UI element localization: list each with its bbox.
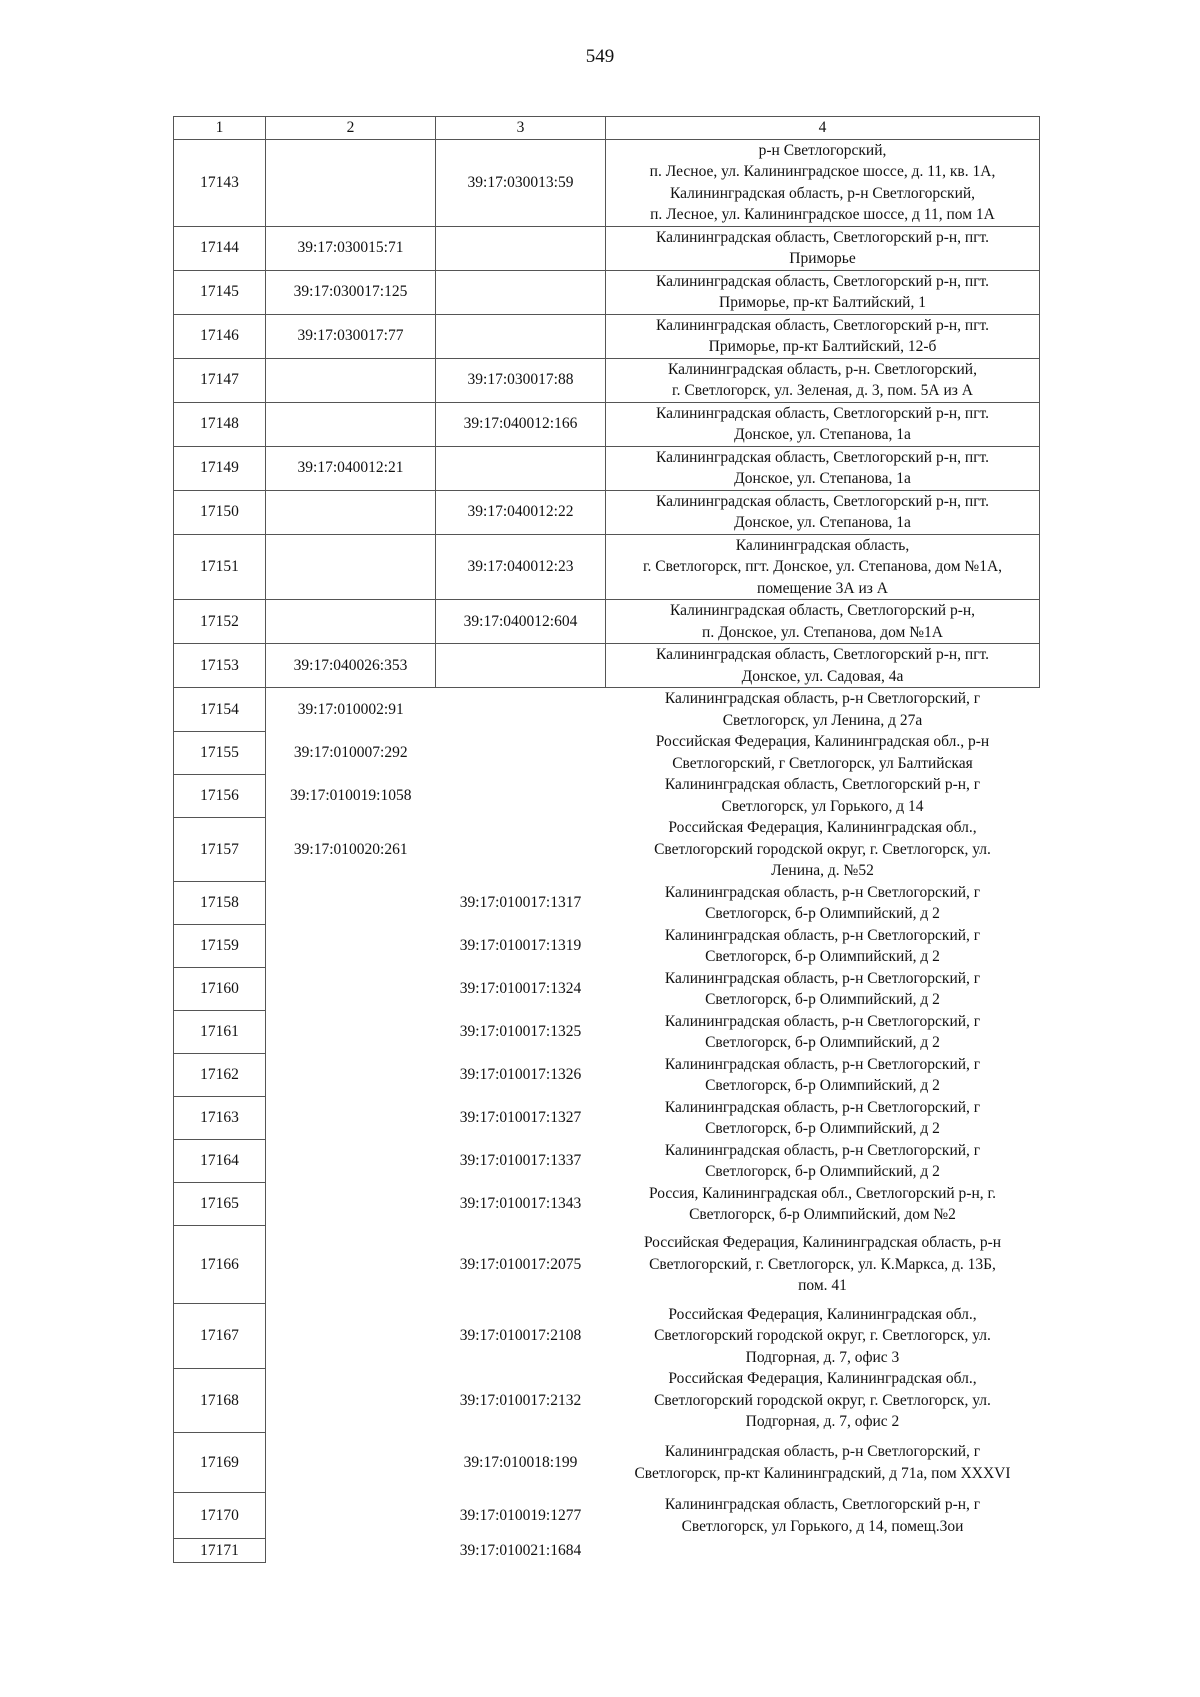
cadastral-number-cell bbox=[266, 1539, 436, 1563]
table-row bbox=[174, 490, 1040, 534]
row-number-cell: 17153 bbox=[174, 644, 266, 688]
row-number-cell: 17158 bbox=[174, 882, 266, 925]
address-line: Калининградская область, р-н Светлогорский, г bbox=[664, 926, 981, 944]
table-row bbox=[174, 1140, 1040, 1183]
cadastral-number-cell: 39:17:010020:261 bbox=[293, 840, 408, 858]
row-number-cell: 17162 bbox=[174, 1054, 266, 1097]
address-cell bbox=[606, 644, 1040, 688]
row-number-cell: 17171 bbox=[174, 1539, 266, 1563]
address-line: Калининградская область, Светлогорский р-н, пгт. bbox=[655, 316, 990, 334]
cadastral-number-cell: 39:17:030015:71 bbox=[266, 226, 436, 270]
cadastral-number-cell bbox=[266, 1368, 436, 1433]
address-line: п. Донское, ул. Степанова, дом №1А bbox=[702, 623, 943, 641]
address-cell bbox=[606, 314, 1040, 358]
row-number-cell: 17146 bbox=[174, 314, 266, 358]
table-row bbox=[174, 139, 1040, 226]
row-number-cell: 17165 bbox=[174, 1183, 266, 1226]
address-line: Подгорная, д. 7, офис 3 bbox=[745, 1348, 900, 1366]
table-row bbox=[174, 817, 1040, 882]
address-cell bbox=[606, 490, 1040, 534]
cadastral-number-alt-cell: 39:17:010017:2075 bbox=[459, 1255, 582, 1273]
address-line: Светлогорск, б-р Олимпийский, д 2 bbox=[705, 1163, 940, 1180]
address-line: Ленина, д. №52 bbox=[771, 862, 874, 879]
cadastral-number-cell bbox=[266, 1304, 436, 1369]
address-line: Калининградская область, р-н Светлогорский, bbox=[669, 184, 976, 202]
address-cell bbox=[606, 882, 1040, 925]
table-row bbox=[174, 1011, 1040, 1054]
cadastral-number-cell bbox=[266, 1493, 436, 1539]
address-line: Российская Федерация, Калининградская обл., р-н bbox=[655, 733, 990, 750]
address-line: Калининградская область, р-н Светлогорский, г bbox=[664, 883, 981, 901]
row-number-cell: 17160 bbox=[174, 968, 266, 1011]
row-number-cell: 17170 bbox=[174, 1493, 266, 1539]
address-line: Калининградская область, Светлогорский р-н, пгт. bbox=[655, 404, 990, 422]
address-cell bbox=[606, 1368, 1040, 1433]
cadastral-number-alt-cell bbox=[436, 817, 606, 882]
table-body bbox=[174, 117, 1040, 1563]
table-row bbox=[174, 688, 1040, 732]
address-line: Донское, ул. Степанова, 1а bbox=[734, 426, 911, 443]
address-line: Калининградская область, р-н Светлогорский, г bbox=[664, 1141, 981, 1159]
cadastral-number-alt-cell: 39:17:040012:604 bbox=[436, 600, 606, 644]
address-cell bbox=[606, 968, 1040, 1011]
cadastral-number-alt-cell bbox=[436, 774, 606, 817]
row-number-cell: 17156 bbox=[174, 774, 266, 817]
row-number-cell: 17148 bbox=[174, 402, 266, 446]
row-number-cell: 17166 bbox=[174, 1226, 266, 1304]
cadastral-number-alt-cell: 39:17:040012:22 bbox=[436, 490, 606, 534]
address-line: Россия, Калининградская обл., Светлогорский р-н, г. bbox=[648, 1184, 997, 1202]
table-row bbox=[174, 600, 1040, 644]
address-cell bbox=[606, 139, 1040, 226]
address-line: пом. 41 bbox=[798, 1277, 847, 1295]
address-cell bbox=[606, 1011, 1040, 1054]
row-number-cell: 17154 bbox=[174, 688, 266, 732]
table-row bbox=[174, 226, 1040, 270]
row-number-cell: 17161 bbox=[174, 1011, 266, 1054]
table-row bbox=[174, 882, 1040, 925]
header-cell-3: 3 bbox=[436, 117, 606, 140]
address-line: Приморье bbox=[789, 250, 856, 267]
row-number-cell: 17151 bbox=[174, 534, 266, 600]
address-line: Светлогорск, б-р Олимпийский, д 2 bbox=[705, 991, 940, 1008]
address-line: Приморье, пр-кт Балтийский, 12-б bbox=[708, 338, 937, 355]
cadastral-number-alt-cell: 39:17:010017:2132 bbox=[459, 1391, 582, 1409]
row-number-cell: 17157 bbox=[174, 817, 266, 882]
cadastral-number-cell: 39:17:010007:292 bbox=[293, 743, 408, 761]
address-line: Приморье, пр-кт Балтийский, 1 bbox=[719, 294, 926, 311]
cadastral-number-alt-cell bbox=[436, 644, 606, 688]
header-cell-2: 2 bbox=[266, 117, 436, 140]
cadastral-number-cell bbox=[266, 402, 436, 446]
address-cell bbox=[606, 1054, 1040, 1097]
table-row bbox=[174, 314, 1040, 358]
cadastral-number-cell bbox=[266, 1054, 436, 1097]
cadastral-number-cell bbox=[266, 1011, 436, 1054]
cadastral-number-alt-cell: 39:17:010018:199 bbox=[463, 1453, 578, 1471]
cadastral-number-alt-cell: 39:17:010017:2108 bbox=[459, 1327, 582, 1344]
table-row bbox=[174, 1304, 1040, 1369]
address-cell bbox=[606, 358, 1040, 402]
cadastral-number-cell bbox=[266, 1183, 436, 1226]
table-row bbox=[174, 731, 1040, 774]
cadastral-number-alt-cell bbox=[436, 314, 606, 358]
address-cell bbox=[606, 1226, 1040, 1304]
address-cell bbox=[606, 1183, 1040, 1226]
row-number-cell: 17164 bbox=[174, 1140, 266, 1183]
table-row bbox=[174, 1493, 1040, 1539]
address-cell bbox=[606, 534, 1040, 600]
table-row bbox=[174, 1097, 1040, 1140]
table-row bbox=[174, 402, 1040, 446]
row-number-cell: 17147 bbox=[174, 358, 266, 402]
row-number-cell: 17159 bbox=[174, 925, 266, 968]
row-number-cell: 17143 bbox=[174, 139, 266, 226]
address-line: Донское, ул. Садовая, 4а bbox=[741, 667, 904, 685]
address-line: помещение 3А из А bbox=[757, 579, 888, 597]
address-line: Калининградская область, Светлогорский р-н, пгт. bbox=[655, 492, 990, 510]
cadastral-number-alt-cell bbox=[436, 446, 606, 490]
address-line: Светлогорский, г. Светлогорск, ул. К.Маркса, д. 13Б, bbox=[649, 1255, 996, 1273]
row-number-cell: 17169 bbox=[174, 1433, 266, 1493]
address-line: Российская Федерация, Калининградская обл., bbox=[668, 1305, 977, 1323]
cadastral-number-alt-cell: 39:17:030013:59 bbox=[436, 139, 606, 226]
row-number-cell: 17149 bbox=[174, 446, 266, 490]
address-line: Калининградская область, Светлогорский р-н, г bbox=[664, 776, 981, 793]
cadastral-number-cell: 39:17:010019:1058 bbox=[290, 786, 412, 804]
cadastral-number-cell bbox=[266, 1140, 436, 1183]
address-cell bbox=[606, 270, 1040, 314]
cadastral-number-cell bbox=[266, 600, 436, 644]
cadastral-number-cell bbox=[266, 358, 436, 402]
header-cell-1: 1 bbox=[174, 117, 266, 140]
address-line: Калининградская область, р-н Светлогорский, г bbox=[664, 1055, 981, 1073]
address-line: Светлогорск, б-р Олимпийский, д 2 bbox=[705, 1077, 940, 1094]
row-number-cell: 17145 bbox=[174, 270, 266, 314]
address-line: Калининградская область, р-н Светлогорский, г bbox=[664, 1098, 981, 1116]
cadastral-number-cell: 39:17:040012:21 bbox=[266, 446, 436, 490]
address-cell bbox=[606, 731, 1040, 774]
address-line: Светлогорск, б-р Олимпийский, д 2 bbox=[705, 948, 940, 965]
table-row bbox=[174, 446, 1040, 490]
row-number-cell: 17150 bbox=[174, 490, 266, 534]
cadastral-number-alt-cell: 39:17:030017:88 bbox=[436, 358, 606, 402]
address-line: Светлогорск, ул Ленина, д 27а bbox=[722, 711, 923, 729]
header-row bbox=[174, 117, 1040, 140]
address-cell bbox=[606, 925, 1040, 968]
row-number-cell: 17144 bbox=[174, 226, 266, 270]
address-cell bbox=[606, 600, 1040, 644]
cadastral-number-cell bbox=[266, 1097, 436, 1140]
cadastral-number-alt-cell: 39:17:010017:1325 bbox=[459, 1023, 582, 1041]
cadastral-number-cell: 39:17:030017:125 bbox=[266, 270, 436, 314]
row-number-cell: 17168 bbox=[174, 1368, 266, 1433]
address-line: Светлогорск, б-р Олимпийский, д 2 bbox=[705, 905, 940, 922]
address-line: Подгорная, д. 7, офис 2 bbox=[745, 1413, 900, 1430]
address-line: Светлогорск, ул Горького, д 14, помещ.3ои bbox=[681, 1517, 964, 1535]
address-cell bbox=[606, 1140, 1040, 1183]
table-row bbox=[174, 1433, 1040, 1493]
address-line: Российская Федерация, Калининградская обл., bbox=[668, 1370, 977, 1387]
cadastral-number-alt-cell: 39:17:010017:1343 bbox=[459, 1195, 582, 1213]
cadastral-number-alt-cell: 39:17:010017:1317 bbox=[459, 894, 582, 912]
table-row bbox=[174, 644, 1040, 688]
address-line: Светлогорский, г Светлогорск, ул Балтийская bbox=[672, 754, 973, 772]
table-row bbox=[174, 774, 1040, 817]
address-cell bbox=[606, 688, 1040, 732]
address-line: Калининградская область, Светлогорский р-н, пгт. bbox=[655, 228, 990, 246]
cadastral-number-cell: 39:17:030017:77 bbox=[266, 314, 436, 358]
address-cell bbox=[606, 446, 1040, 490]
cadastral-number-alt-cell: 39:17:040012:23 bbox=[436, 534, 606, 600]
address-line: Светлогорск, б-р Олимпийский, д 2 bbox=[705, 1120, 940, 1137]
table-row bbox=[174, 270, 1040, 314]
page-number: 549 bbox=[585, 46, 615, 67]
cadastral-number-cell bbox=[266, 139, 436, 226]
cadastral-number-alt-cell: 39:17:010017:1327 bbox=[459, 1109, 582, 1127]
row-number-cell: 17155 bbox=[174, 731, 266, 774]
cadastral-number-alt-cell: 39:17:010019:1277 bbox=[459, 1506, 582, 1524]
cadastral-number-cell bbox=[266, 968, 436, 1011]
cadastral-number-alt-cell bbox=[436, 226, 606, 270]
address-cell bbox=[606, 1493, 1040, 1539]
row-number-cell: 17152 bbox=[174, 600, 266, 644]
cadastral-number-alt-cell: 39:17:010017:1319 bbox=[459, 937, 582, 955]
table-row bbox=[174, 534, 1040, 600]
address-line: Калининградская область, р-н Светлогорский, г bbox=[664, 1012, 981, 1030]
cadastral-number-cell bbox=[266, 490, 436, 534]
row-number-cell: 17163 bbox=[174, 1097, 266, 1140]
address-line: Светлогорский городской округ, г. Светлогорск, ул. bbox=[654, 1391, 991, 1409]
cadastral-number-alt-cell: 39:17:010021:1684 bbox=[459, 1541, 582, 1559]
address-cell bbox=[606, 817, 1040, 882]
address-cell bbox=[606, 774, 1040, 817]
cadastral-number-cell: 39:17:010002:91 bbox=[297, 700, 404, 718]
cadastral-number-alt-cell: 39:17:010017:1326 bbox=[459, 1066, 582, 1084]
address-line: Калининградская область, Светлогорский р-н, г bbox=[664, 1496, 981, 1513]
cadastral-number-alt-cell: 39:17:010017:1337 bbox=[459, 1152, 582, 1170]
address-line: Светлогорск, б-р Олимпийский, д 2 bbox=[705, 1034, 940, 1051]
cadastral-number-cell bbox=[266, 534, 436, 600]
address-line: Светлогорск, пр-кт Калининградский, д 71а, пом XXXVI bbox=[634, 1464, 1011, 1482]
address-line: Калининградская область, Светлогорский р-н, пгт. bbox=[655, 272, 990, 290]
address-line: Российская Федерация, Калининградская обл., bbox=[668, 819, 977, 836]
address-line: п. Лесное, ул. Калининградское шоссе, д. 11, кв. 1А, bbox=[649, 163, 996, 180]
cadastral-number-cell bbox=[266, 925, 436, 968]
table-row bbox=[174, 1183, 1040, 1226]
address-line: г. Светлогорск, пгт. Донское, ул. Степанова, дом №1А, bbox=[642, 558, 1003, 575]
cadastral-table bbox=[173, 116, 1040, 1563]
cadastral-number-alt-cell bbox=[436, 731, 606, 774]
cadastral-number-cell bbox=[266, 882, 436, 925]
address-line: п. Лесное, ул. Калининградское шоссе, д 11, пом 1А bbox=[650, 206, 995, 223]
table-row bbox=[174, 1226, 1040, 1304]
address-line: Донское, ул. Степанова, 1а bbox=[734, 514, 911, 531]
address-line: Калининградская область, р-н Светлогорский, г bbox=[664, 1443, 981, 1460]
address-cell bbox=[606, 402, 1040, 446]
table-row bbox=[174, 968, 1040, 1011]
cadastral-number-alt-cell bbox=[436, 688, 606, 732]
table-row bbox=[174, 925, 1040, 968]
address-cell bbox=[606, 1539, 1040, 1563]
address-line: Калининградская область, р-н Светлогорский, г bbox=[664, 969, 981, 987]
address-cell bbox=[606, 1433, 1040, 1493]
address-line: Донское, ул. Степанова, 1а bbox=[734, 470, 911, 487]
address-line: Светлогорск, б-р Олимпийский, дом №2 bbox=[689, 1206, 956, 1223]
table-row bbox=[174, 358, 1040, 402]
cadastral-number-alt-cell bbox=[436, 270, 606, 314]
table-row bbox=[174, 1539, 1040, 1563]
cadastral-number-cell bbox=[266, 1226, 436, 1304]
address-line: Калининградская область, р-н Светлогорский, г bbox=[664, 690, 981, 707]
row-number-cell: 17167 bbox=[174, 1304, 266, 1369]
address-line: Калининградская область, Светлогорский р-н, пгт. bbox=[655, 448, 990, 466]
address-line: Светлогорск, ул Горького, д 14 bbox=[721, 797, 924, 815]
cadastral-number-cell bbox=[266, 1433, 436, 1493]
address-line: Калининградская область, р-н. Светлогорский, bbox=[668, 360, 977, 378]
address-line: Российская Федерация, Калининградская область, р-н bbox=[643, 1234, 1002, 1252]
address-line: Светлогорский городской округ, г. Светлогорск, ул. bbox=[654, 1327, 991, 1344]
cadastral-number-alt-cell: 39:17:010017:1324 bbox=[459, 980, 582, 998]
table-row bbox=[174, 1054, 1040, 1097]
address-line: Калининградская область, bbox=[735, 536, 910, 554]
address-line: г. Светлогорск, ул. Зеленая, д. 3, пом. 5А из А bbox=[672, 382, 973, 399]
address-line: р-н Светлогорский, bbox=[758, 141, 887, 159]
address-line: Калининградская область, Светлогорский р-н, bbox=[669, 602, 976, 619]
address-cell bbox=[606, 226, 1040, 270]
address-cell bbox=[606, 1097, 1040, 1140]
cadastral-number-cell: 39:17:040026:353 bbox=[266, 644, 436, 688]
address-line: Светлогорский городской округ, г. Светлогорск, ул. bbox=[654, 840, 991, 858]
header-cell-4: 4 bbox=[606, 117, 1040, 140]
address-cell bbox=[606, 1304, 1040, 1369]
address-line: Калининградская область, Светлогорский р-н, пгт. bbox=[655, 646, 990, 663]
cadastral-number-alt-cell: 39:17:040012:166 bbox=[436, 402, 606, 446]
table-row bbox=[174, 1368, 1040, 1433]
